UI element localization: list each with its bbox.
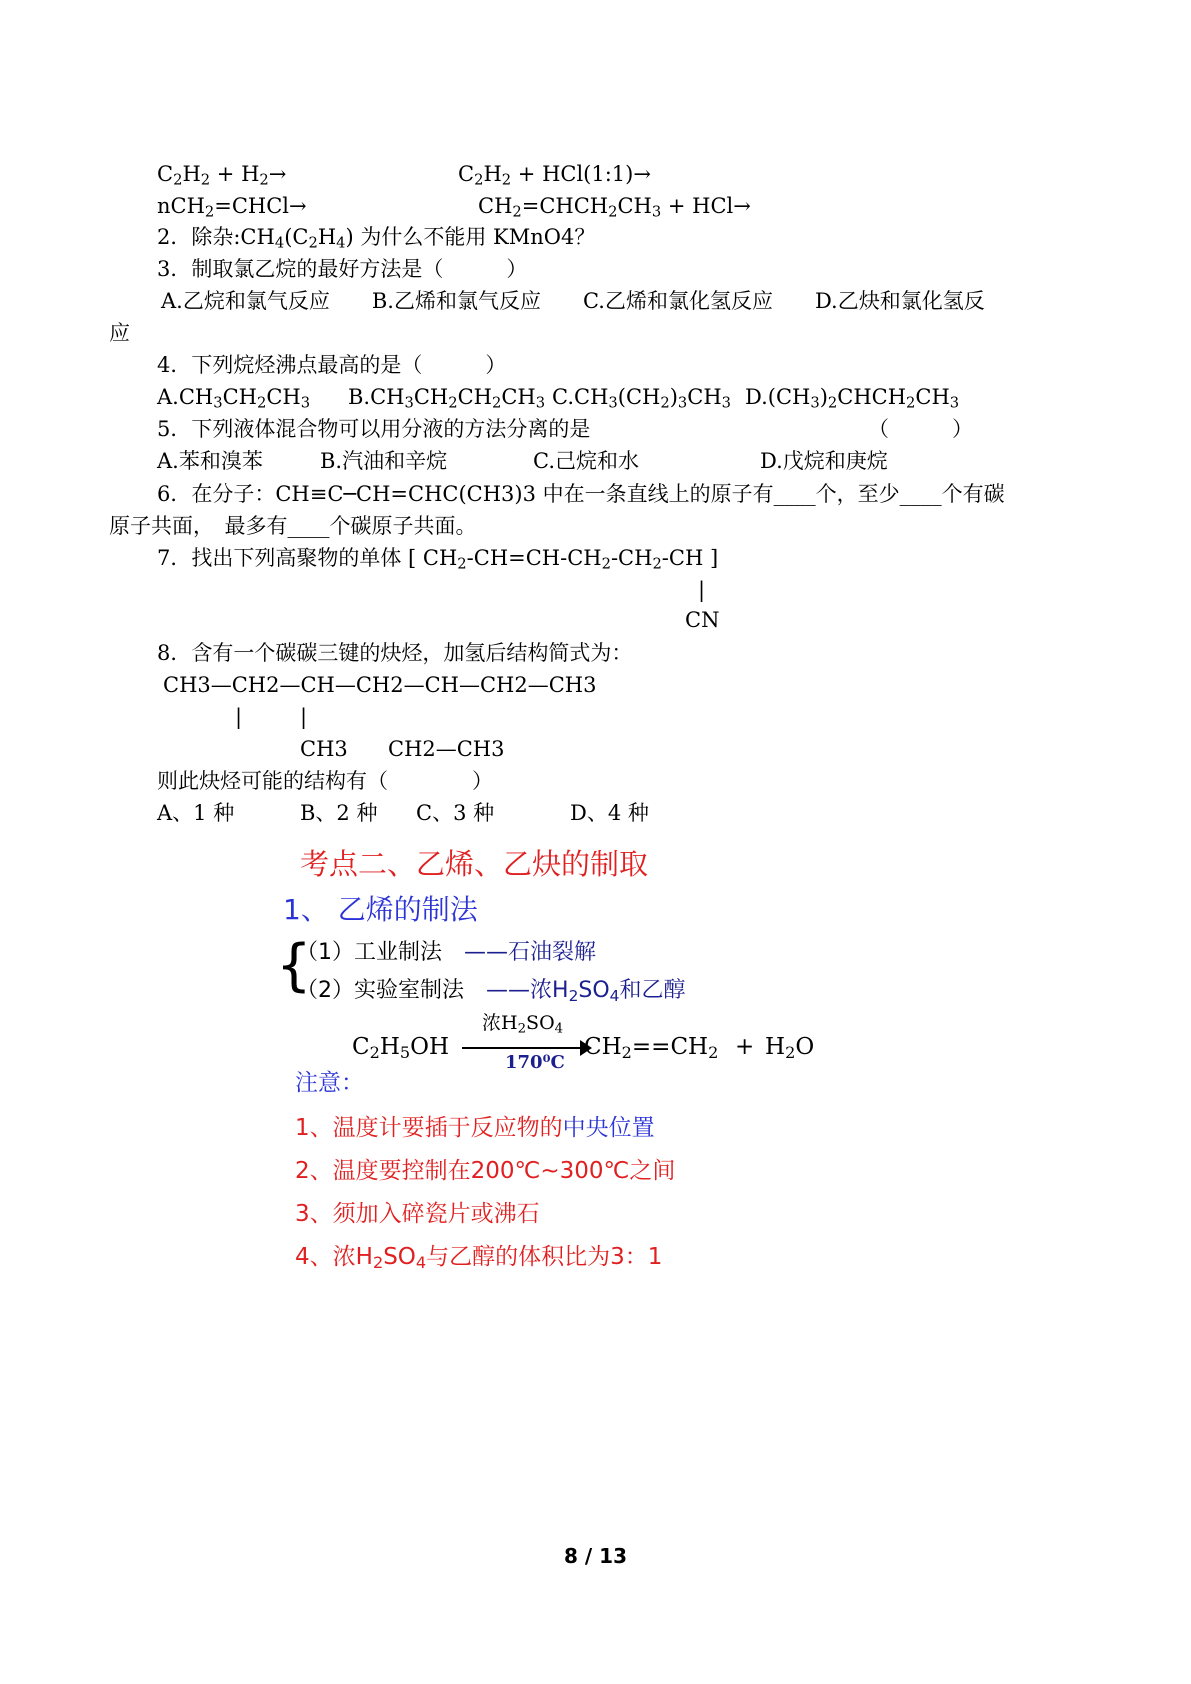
question-8-bond-2: | — [300, 705, 308, 729]
question-8-ask: 则此炔烃可能的结构有（ ） — [157, 769, 493, 793]
question-5-option-a: A.苯和溴苯 — [157, 449, 263, 473]
question-8-bond-1: | — [235, 705, 243, 729]
section-subtitle: 1、 乙烯的制法 — [283, 893, 478, 926]
question-6-line-2: 原子共面， 最多有____个碳原子共面。 — [109, 514, 477, 538]
question-4-stem: 4．下列烷烃沸点最高的是（ ） — [157, 353, 507, 377]
question-8-option-a: A、1 种 — [157, 801, 235, 825]
question-5-option-d: D.戊烷和庚烷 — [760, 449, 888, 473]
question-8-structure-chain: CH3—CH2—CH—CH2—CH—CH2—CH3 — [163, 673, 597, 697]
reaction-product-water: $H_2O$ — [765, 1034, 815, 1063]
question-8-option-b: B、2 种 — [300, 801, 378, 825]
question-8-option-d: D、4 种 — [570, 801, 649, 825]
question-7-bond: | — [698, 578, 706, 602]
question-7-polymer: 7．找出下列高聚物的单体 [ $CH_2-CH=CH-CH_2-CH_2-CH$ ] — [157, 546, 719, 573]
reaction-arrow — [462, 1047, 587, 1049]
question-3-options: A.乙烷和氯气反应 B.乙烯和氯气反应 C.乙烯和氯化氢反应 D.乙炔和氯化氢反 — [161, 289, 985, 313]
question-3-stem: 3．制取氯乙烷的最好方法是（ ） — [157, 257, 528, 281]
method-industrial: （1）工业制法 ——石油裂解 — [296, 940, 597, 965]
reaction-condition-temperature: 170⁰C — [505, 1052, 565, 1073]
question-4-option-d: $D.(CH_3)_2CHCH_2CH_3$ — [745, 385, 960, 412]
question-8-substituent-methyl: CH3 — [300, 737, 348, 761]
question-2: 2．除杂$:CH_4(C_2H_4)$ 为什么不能用 KMnO4？ — [157, 225, 596, 252]
note-2: 2、温度要控制在200℃~300℃之间 — [295, 1158, 676, 1184]
question-5-option-b: B.汽油和辛烷 — [320, 449, 448, 473]
note-4: 4、浓$H_2SO_4$与乙醇的体积比为3：1 — [295, 1244, 663, 1273]
reaction-condition-reagent: 浓$H_2SO_4$ — [482, 1012, 564, 1037]
question-8-option-c: C、3 种 — [416, 801, 495, 825]
question-4-option-b: $B.CH_3CH_2CH_2CH_3$ — [348, 385, 546, 412]
question-5-answer-paren: （ ） — [868, 417, 973, 441]
question-7-cn-group: CN — [685, 608, 720, 632]
question-6-line-1: 6．在分子：CH≡C─CH=CHC(CH3)3 中在一条直线上的原子有____个，至少____个有碳 — [157, 482, 1005, 506]
reaction-plus: + — [735, 1034, 755, 1060]
section-title: 考点二、乙烯、乙炔的制取 — [300, 847, 649, 881]
question-5-option-c: C.己烷和水 — [533, 449, 639, 473]
note-3: 3、须加入碎瓷片或沸石 — [295, 1201, 540, 1227]
brace-icon: { — [276, 933, 312, 998]
page-number: 8 / 13 — [564, 1544, 627, 1568]
equation-acetylene-hydrogen: $C_2H_2 + H_2\to$ — [157, 162, 287, 189]
method-laboratory: （2）实验室制法 ——浓$H_2SO_4$和乙醇 — [296, 978, 686, 1005]
equation-butene-hcl: $CH_2=CHCH_2CH_3 + HCl\to$ — [478, 194, 751, 221]
question-3-options-wrap: 应 — [109, 321, 130, 345]
question-8-stem: 8．含有一个碳碳三键的炔烃，加氢后结构简式为： — [157, 641, 633, 665]
question-8-substituent-ethyl: CH2—CH3 — [388, 737, 505, 761]
note-1: 1、温度计要插于反应物的中央位置 — [295, 1115, 655, 1141]
question-4-option-a: $A.CH_3CH_2CH_3$ — [157, 385, 311, 412]
equation-acetylene-hcl: $C_2H_2$ + HCl(1:1)→ — [458, 162, 651, 189]
reaction-product-ethylene: $CH_2==CH_2$ — [584, 1034, 719, 1063]
reaction-reactant: $C_2H_5OH$ — [352, 1034, 450, 1063]
question-4-option-c: $C.CH_3(CH_2)_3CH_3$ — [552, 385, 731, 412]
notes-heading: 注意： — [295, 1070, 364, 1096]
equation-vinyl-chloride-polymer: nCH$_2$=CHCl→ — [157, 194, 307, 221]
question-5-stem: 5．下列液体混合物可以用分液的方法分离的是 — [157, 417, 591, 441]
